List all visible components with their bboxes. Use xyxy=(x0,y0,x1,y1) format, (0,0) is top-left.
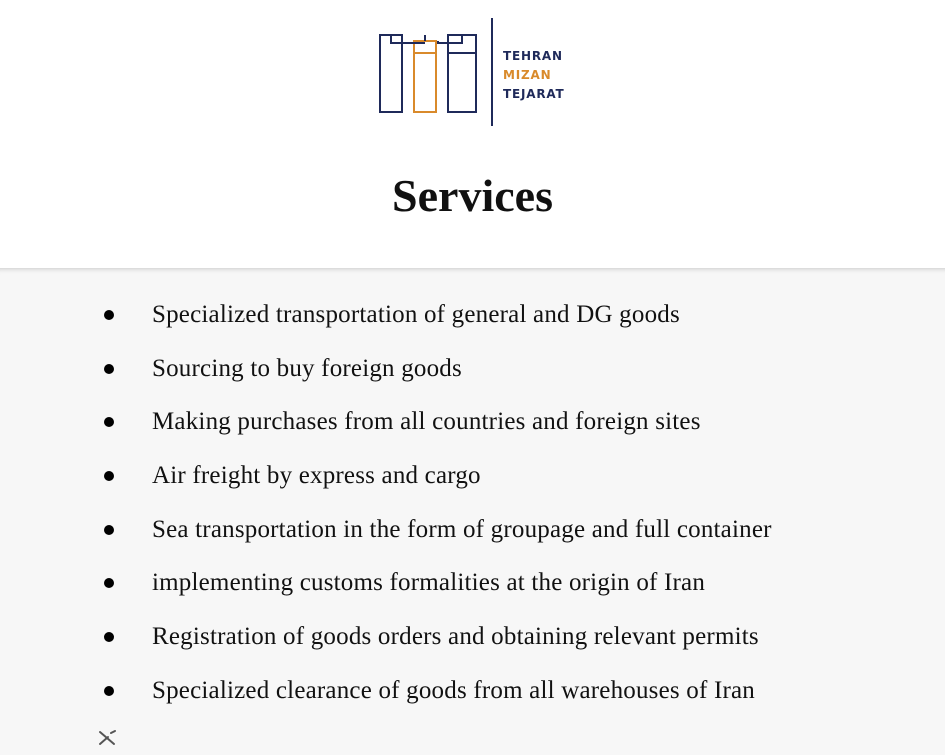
bullet-icon xyxy=(104,364,114,374)
list-item xyxy=(0,620,945,674)
list-item xyxy=(0,405,945,459)
service-text: Registration of goods orders and obtaining relevant permits xyxy=(152,623,759,651)
list-item xyxy=(0,459,945,513)
service-text: Specialized transportation of general and DG goods xyxy=(152,301,680,328)
bullet-icon xyxy=(104,471,114,481)
bullet-icon xyxy=(104,578,114,588)
service-text: Sourcing to buy foreign goods xyxy=(152,354,462,382)
list-item xyxy=(0,513,945,567)
logo-word-mizan: MIZAN xyxy=(503,68,552,82)
logo-mark-icon xyxy=(378,33,480,115)
logo-word-tehran: TEHRAN xyxy=(503,49,563,63)
logo-divider xyxy=(491,18,493,126)
company-logo xyxy=(378,18,578,128)
service-text: Specialized clearance of goods from all warehouses of Iran xyxy=(152,676,756,704)
close-icon[interactable] xyxy=(97,729,117,747)
service-text: implementing customs formalities at the origin of Iran xyxy=(152,569,706,597)
page-header xyxy=(0,0,945,268)
bullet-icon xyxy=(104,310,114,320)
list-item xyxy=(0,566,945,620)
list-item xyxy=(0,298,945,352)
bullet-icon xyxy=(104,686,114,696)
bullet-icon xyxy=(104,632,114,642)
service-text: Air freight by express and cargo xyxy=(152,462,481,490)
list-item xyxy=(0,352,945,406)
service-text: Making purchases from all countries and foreign sites xyxy=(152,408,701,436)
bullet-icon xyxy=(104,417,114,427)
page-title: Services xyxy=(392,170,553,221)
logo-wordmark xyxy=(503,47,565,104)
list-item xyxy=(0,674,945,728)
services-list xyxy=(0,298,945,728)
service-text: Sea transportation in the form of groupage and full container xyxy=(152,515,772,543)
services-panel xyxy=(0,268,945,755)
bullet-icon xyxy=(104,525,114,535)
logo-word-tejarat: TEJARAT xyxy=(503,87,565,101)
